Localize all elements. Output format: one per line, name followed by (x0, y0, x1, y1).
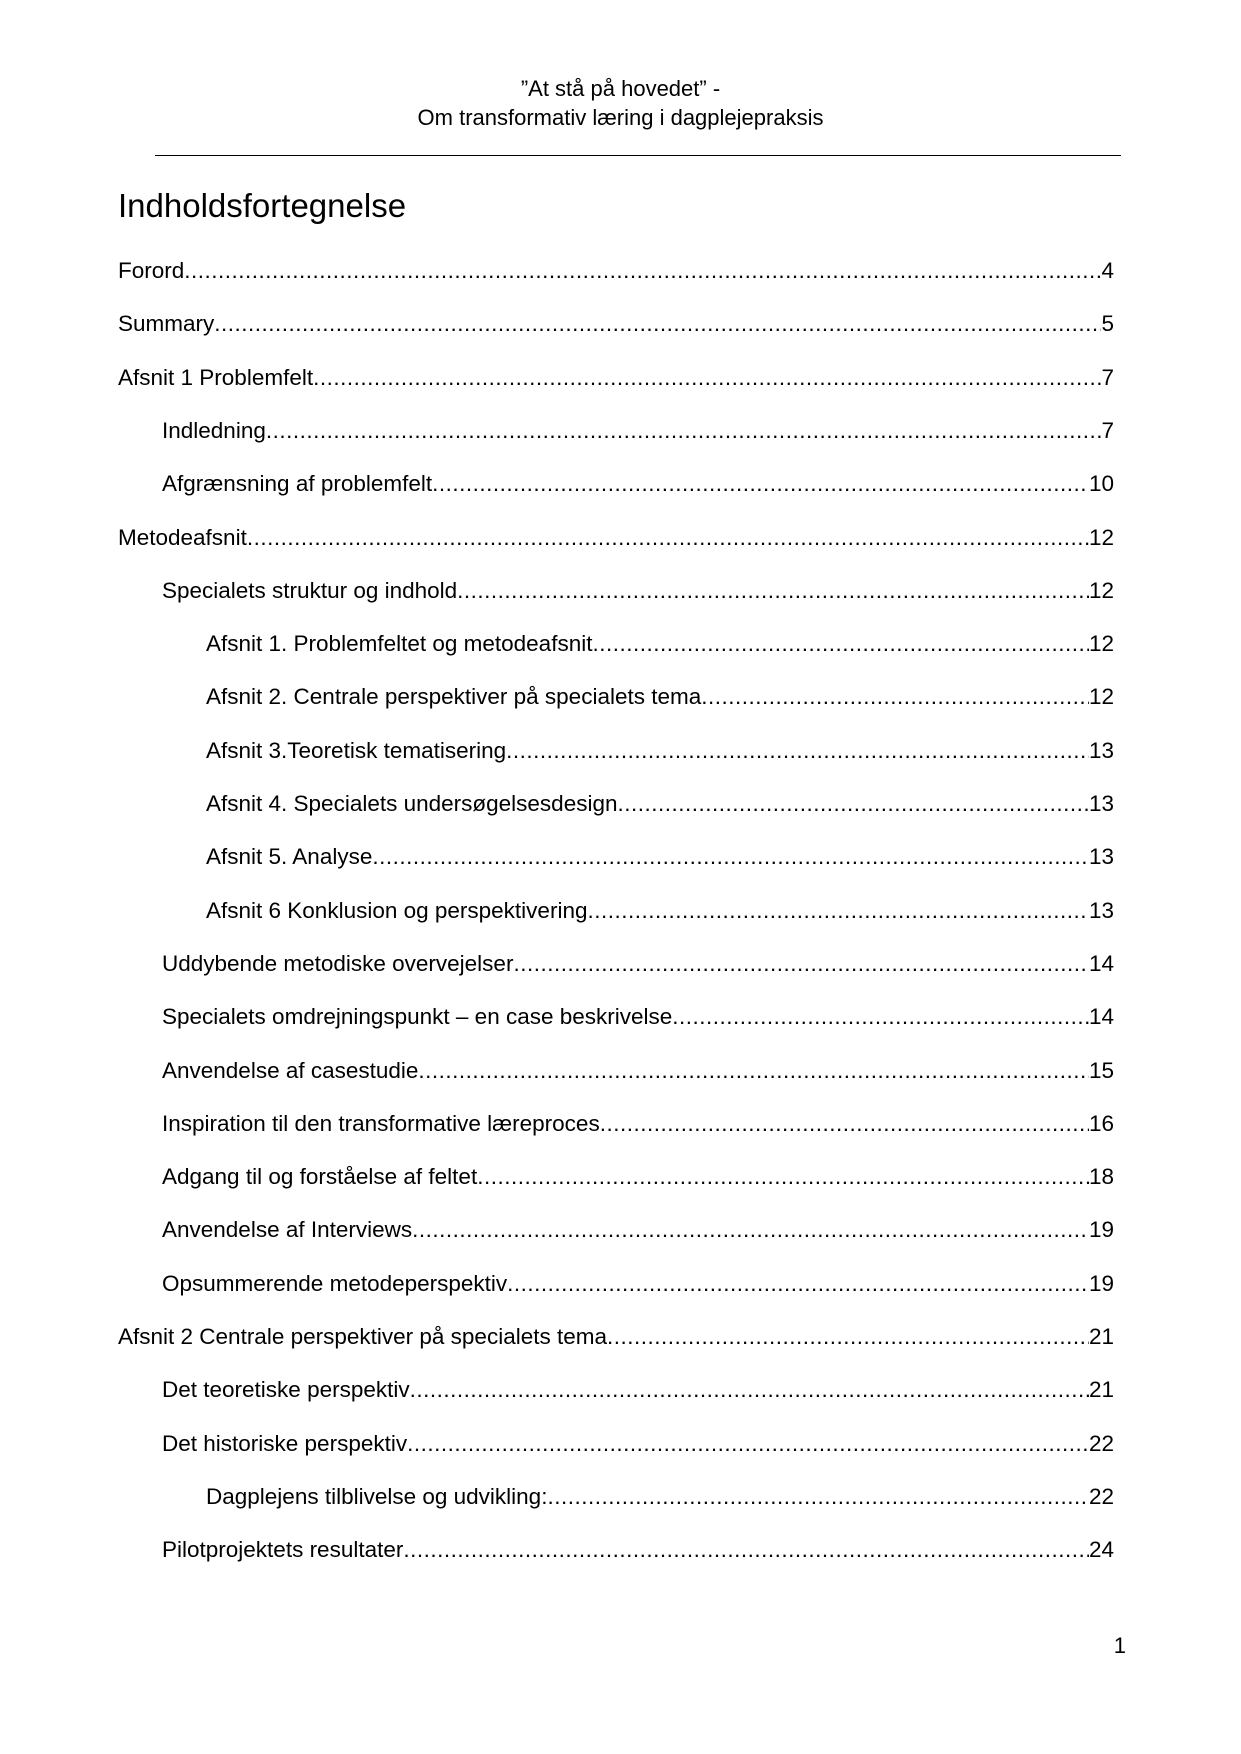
toc-entry-page: 5 (1101, 311, 1114, 336)
toc-entry-label: Inspiration til den transformative læreproces (162, 1111, 600, 1136)
toc-entry-page: 12 (1088, 525, 1114, 550)
toc-title: Indholdsfortegnelse (118, 187, 407, 224)
toc-entry-page: 18 (1088, 1164, 1114, 1189)
toc-dot-leader (607, 1322, 1089, 1352)
toc-entry[interactable] (206, 1482, 1114, 1512)
toc-entry-page: 16 (1088, 1111, 1114, 1136)
toc-entry-label: Afsnit 1 Problemfelt (118, 365, 314, 390)
toc-entry-label: Afsnit 2. Centrale perspektiver på specialets tema (206, 684, 702, 709)
toc-entry[interactable] (206, 682, 1114, 712)
toc-entry-page: 21 (1088, 1324, 1114, 1349)
toc-entry[interactable] (118, 1322, 1114, 1352)
toc-entry[interactable] (162, 1269, 1114, 1299)
toc-dot-leader (513, 949, 1089, 979)
toc-entry-page: 13 (1088, 844, 1114, 869)
toc-dot-leader (214, 309, 1101, 339)
toc-entry-label: Afsnit 3.Teoretisk tematisering (206, 738, 507, 763)
toc-entry[interactable] (162, 1215, 1114, 1245)
toc-entry[interactable] (162, 1056, 1114, 1086)
toc-dot-leader (587, 896, 1089, 926)
toc-entry-label: Afsnit 1. Problemfeltet og metodeafsnit (206, 631, 593, 656)
toc-entry-label: Afsnit 4. Specialets undersøgelsesdesign (206, 791, 618, 816)
toc-entry-page: 7 (1101, 418, 1114, 443)
header-divider (155, 155, 1121, 156)
toc-entry[interactable] (206, 736, 1114, 766)
toc-dot-leader (313, 363, 1101, 393)
toc-dot-leader (547, 1482, 1089, 1512)
toc-entry-label: Anvendelse af casestudie (162, 1058, 419, 1083)
toc-entry-page: 13 (1088, 898, 1114, 923)
toc-entry-label: Forord (118, 258, 185, 283)
toc-entry-label: Summary (118, 311, 215, 336)
toc-dot-leader (600, 1109, 1089, 1139)
toc-dot-leader (412, 1215, 1089, 1245)
toc-dot-leader (457, 576, 1089, 606)
toc-entry-page: 22 (1088, 1484, 1114, 1509)
toc-entry-label: Dagplejens tilblivelse og udvikling: (206, 1484, 548, 1509)
toc-entry-page: 4 (1101, 258, 1114, 283)
toc-entry[interactable] (162, 576, 1114, 606)
toc-entry-label: Afsnit 2 Centrale perspektiver på specialets tema (118, 1324, 607, 1349)
toc-entry-page: 13 (1088, 791, 1114, 816)
toc-dot-leader (432, 469, 1089, 499)
toc-entry[interactable] (118, 363, 1114, 393)
toc-entry[interactable] (162, 416, 1114, 446)
toc-entry-label: Opsummerende metodeperspektiv (162, 1271, 508, 1296)
toc-entry-page: 7 (1101, 365, 1114, 390)
toc-entry[interactable] (118, 256, 1114, 286)
toc-dot-leader (592, 629, 1089, 659)
page-number: 1 (1113, 1633, 1126, 1658)
toc-dot-leader (184, 256, 1101, 286)
toc-entry[interactable] (162, 1429, 1114, 1459)
toc-entry-label: Specialets omdrejningspunkt – en case beskrivelse (162, 1004, 673, 1029)
toc-entry[interactable] (118, 523, 1114, 553)
toc-entry[interactable] (206, 789, 1114, 819)
toc-dot-leader (410, 1375, 1089, 1405)
toc-entry[interactable] (162, 469, 1114, 499)
toc-entry-page: 21 (1088, 1377, 1114, 1402)
toc-entry[interactable] (162, 1162, 1114, 1192)
toc-entry[interactable] (162, 1375, 1114, 1405)
toc-entry[interactable] (162, 1535, 1114, 1565)
toc-entry-label: Afsnit 6 Konklusion og perspektivering (206, 898, 588, 923)
toc-entry-label: Adgang til og forståelse af feltet (162, 1164, 478, 1189)
toc-entry-page: 14 (1088, 951, 1114, 976)
toc-dot-leader (407, 1429, 1089, 1459)
toc-dot-leader (507, 1269, 1089, 1299)
header-line-1: ”At stå på hovedet” - (520, 76, 721, 101)
running-header (0, 74, 1241, 132)
toc-entry-label: Metodeafsnit (118, 525, 247, 550)
toc-entry-label: Afgrænsning af problemfelt (162, 471, 433, 496)
toc-entry-page: 15 (1088, 1058, 1114, 1083)
toc-dot-leader (617, 789, 1088, 819)
toc-entry-label: Det historiske perspektiv (162, 1431, 408, 1456)
toc-dot-leader (477, 1162, 1089, 1192)
toc-entry[interactable] (206, 896, 1114, 926)
toc-dot-leader (506, 736, 1089, 766)
toc-entry[interactable] (162, 1109, 1114, 1139)
toc-entry-label: Uddybende metodiske overvejelser (162, 951, 514, 976)
header-line-2: Om transformativ læring i dagplejepraksis (417, 105, 824, 130)
toc-dot-leader (247, 523, 1089, 553)
toc-entry[interactable] (162, 949, 1114, 979)
toc-entry-page: 10 (1088, 471, 1114, 496)
toc-entry-label: Det teoretiske perspektiv (162, 1377, 410, 1402)
toc-entry[interactable] (206, 842, 1114, 872)
toc-entry-page: 14 (1088, 1004, 1114, 1029)
toc-entry-page: 19 (1088, 1271, 1114, 1296)
toc-entry-page: 12 (1088, 684, 1114, 709)
toc-entry-page: 19 (1088, 1217, 1114, 1242)
toc-entry-label: Pilotprojektets resultater (162, 1537, 404, 1562)
toc-entry-label: Indledning (162, 418, 266, 443)
toc-entry[interactable] (118, 309, 1114, 339)
toc-entry-label: Afsnit 5. Analyse (206, 844, 373, 869)
toc-dot-leader (403, 1535, 1089, 1565)
toc-entry[interactable] (162, 1002, 1114, 1032)
toc-entry-page: 24 (1088, 1537, 1114, 1562)
toc-entry[interactable] (206, 629, 1114, 659)
toc-entry-page: 22 (1088, 1431, 1114, 1456)
toc-dot-leader (372, 842, 1089, 872)
toc-dot-leader (672, 1002, 1089, 1032)
toc-entry-label: Anvendelse af Interviews (162, 1217, 413, 1242)
toc-entry-page: 12 (1088, 631, 1114, 656)
toc-entry-page: 12 (1088, 578, 1114, 603)
toc-entry-page: 13 (1088, 738, 1114, 763)
toc-dot-leader (418, 1056, 1089, 1086)
toc-dot-leader (266, 416, 1102, 446)
toc-entry-label: Specialets struktur og indhold (162, 578, 458, 603)
toc-dot-leader (701, 682, 1089, 712)
